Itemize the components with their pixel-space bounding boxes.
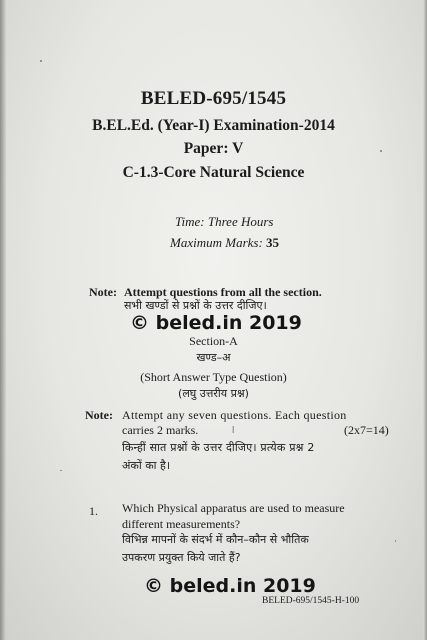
pen-mark: ǀ xyxy=(232,424,235,436)
note2-label: Note: xyxy=(85,408,113,422)
time-label: Time: Three Hours xyxy=(175,214,274,229)
paper-code: BELED-695/1545 xyxy=(140,88,287,109)
note2-line2: carries 2 marks. xyxy=(122,423,199,437)
max-marks-value: 35 xyxy=(266,235,280,250)
note1-label: Note: xyxy=(89,285,117,299)
scan-speck xyxy=(395,540,396,542)
note2-hindi-line2: अंकों का है। xyxy=(122,459,171,472)
question-hindi-line1: विभिन्न मापनों के संदर्भ में कौन–कौन से भौतिक xyxy=(122,533,309,546)
question-number: 1. xyxy=(89,504,98,518)
max-marks-label: Maximum Marks: xyxy=(170,235,263,250)
section-title: Section-A xyxy=(189,334,238,348)
note2-line1: Attempt any seven questions. Each question xyxy=(122,408,347,422)
footer-code: BELED-695/1545-H-100 xyxy=(262,596,360,606)
question-type: (Short Answer Type Question) xyxy=(140,370,287,384)
max-marks xyxy=(170,235,279,251)
exam-title: B.EL.Ed. (Year-I) Examination-2014 xyxy=(92,117,335,134)
section-title-hindi: खण्ड–अ xyxy=(196,351,231,364)
question-type-hindi: (लघु उत्तरीय प्रश्न) xyxy=(178,387,249,400)
watermark-top: © beled.in 2019 xyxy=(130,312,302,334)
scan-speck xyxy=(60,470,62,471)
question-hindi-line2: उपकरण प्रयुक्त किये जाते हैं? xyxy=(122,551,241,564)
scan-speck xyxy=(40,60,42,62)
question-english-line2: different measurements? xyxy=(122,517,241,531)
note1-hindi: सभी खण्डों से प्रश्नों के उत्तर दीजिए। xyxy=(124,299,267,312)
subject-title: C-1.3-Core Natural Science xyxy=(122,164,305,181)
note1-english: Attempt questions from all the section. xyxy=(124,285,322,299)
note2-marks: (2x7=14) xyxy=(344,423,389,437)
scan-speck xyxy=(380,150,382,152)
question-english-line1: Which Physical apparatus are used to measure xyxy=(122,501,345,515)
paper-number: Paper: V xyxy=(183,140,244,157)
note2-hindi-line1: किन्हीं सात प्रश्नों के उत्तर दीजिए। प्रत्येक प्रश्न 2 xyxy=(122,441,315,454)
watermark-bottom: © beled.in 2019 xyxy=(144,575,316,597)
